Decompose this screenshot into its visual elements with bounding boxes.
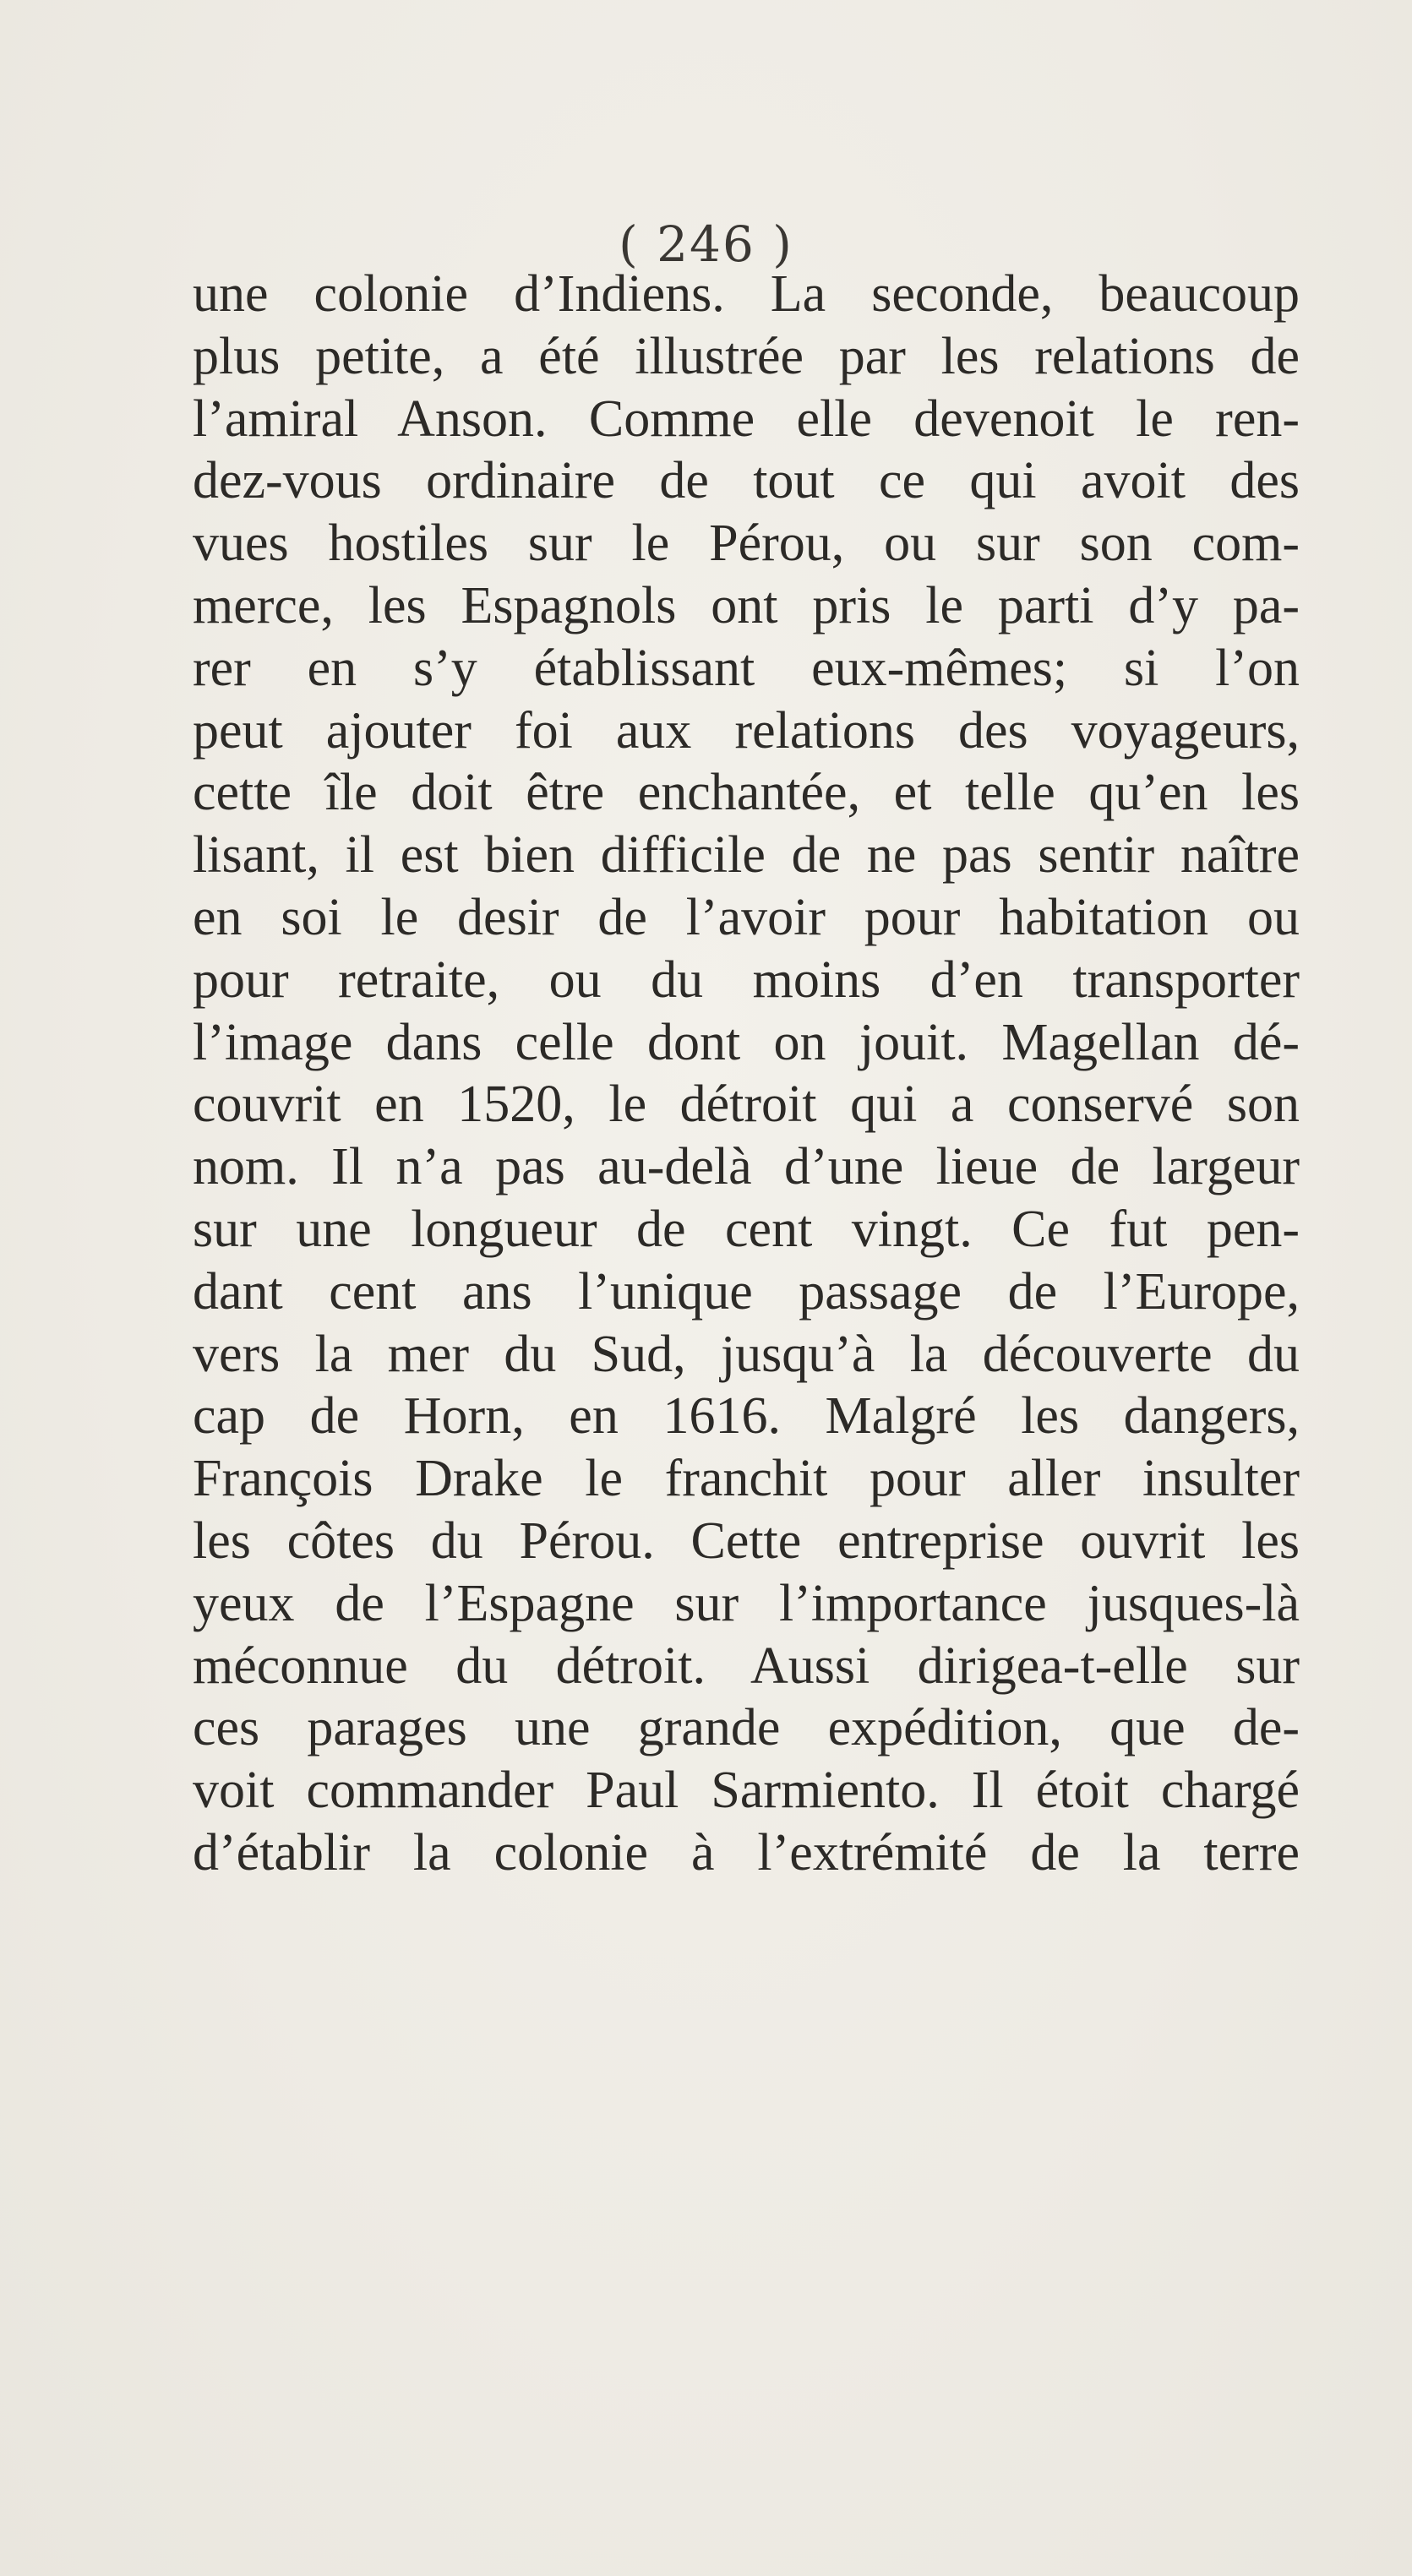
- text-line: en soi le desir de l’avoir pour habitation ou: [193, 888, 1300, 946]
- text-line: plus petite, a été illustrée par les relations de: [193, 327, 1300, 385]
- text-line: merce, les Espagnols ont pris le parti d’y pa-: [193, 576, 1300, 634]
- text-line: vers la mer du Sud, jusqu’à la découverte du: [193, 1325, 1300, 1383]
- text-line: une colonie d’Indiens. La seconde, beaucoup: [193, 265, 1300, 323]
- text-line: pour retraite, ou du moins d’en transporter: [193, 950, 1300, 1009]
- text-line: d’établir la colonie à l’extrémité de la terre: [193, 1823, 1300, 1882]
- page-number: ( 246 ): [619, 215, 793, 273]
- text-line: l’image dans celle dont on jouit. Magellan dé-: [193, 1013, 1300, 1071]
- body-text: [193, 264, 1300, 1885]
- text-line: yeux de l’Espagne sur l’importance jusques-là: [193, 1574, 1300, 1632]
- text-line: dant cent ans l’unique passage de l’Europe,: [193, 1262, 1300, 1321]
- text-line: ces parages une grande expédition, que de-: [193, 1699, 1300, 1757]
- text-line: méconnue du détroit. Aussi dirigea-t-elle sur: [193, 1637, 1300, 1695]
- text-line: cette île doit être enchantée, et telle qu’en les: [193, 764, 1300, 822]
- text-line: dez-vous ordinaire de tout ce qui avoit des: [193, 452, 1300, 510]
- text-line: couvrit en 1520, le détroit qui a conservé son: [193, 1076, 1300, 1134]
- text-line: François Drake le franchit pour aller insulter: [193, 1450, 1300, 1508]
- text-line: peut ajouter foi aux relations des voyageurs,: [193, 701, 1300, 760]
- text-line: l’amiral Anson. Comme elle devenoit le ren-: [193, 389, 1300, 448]
- text-line: lisant, il est bien difficile de ne pas sentir naître: [193, 826, 1300, 885]
- text-line: cap de Horn, en 1616. Malgré les dangers,: [193, 1387, 1300, 1446]
- text-line: voit commander Paul Sarmiento. Il étoit chargé: [193, 1762, 1300, 1820]
- text-line: rer en s’y établissant eux-mêmes; si l’on: [193, 639, 1300, 697]
- text-line: nom. Il n’a pas au-delà d’une lieue de largeur: [193, 1138, 1300, 1196]
- text-line: les côtes du Pérou. Cette entreprise ouvrit les: [193, 1511, 1300, 1570]
- text-line: sur une longueur de cent vingt. Ce fut pen-: [193, 1200, 1300, 1258]
- text-line: vues hostiles sur le Pérou, ou sur son com-: [193, 515, 1300, 573]
